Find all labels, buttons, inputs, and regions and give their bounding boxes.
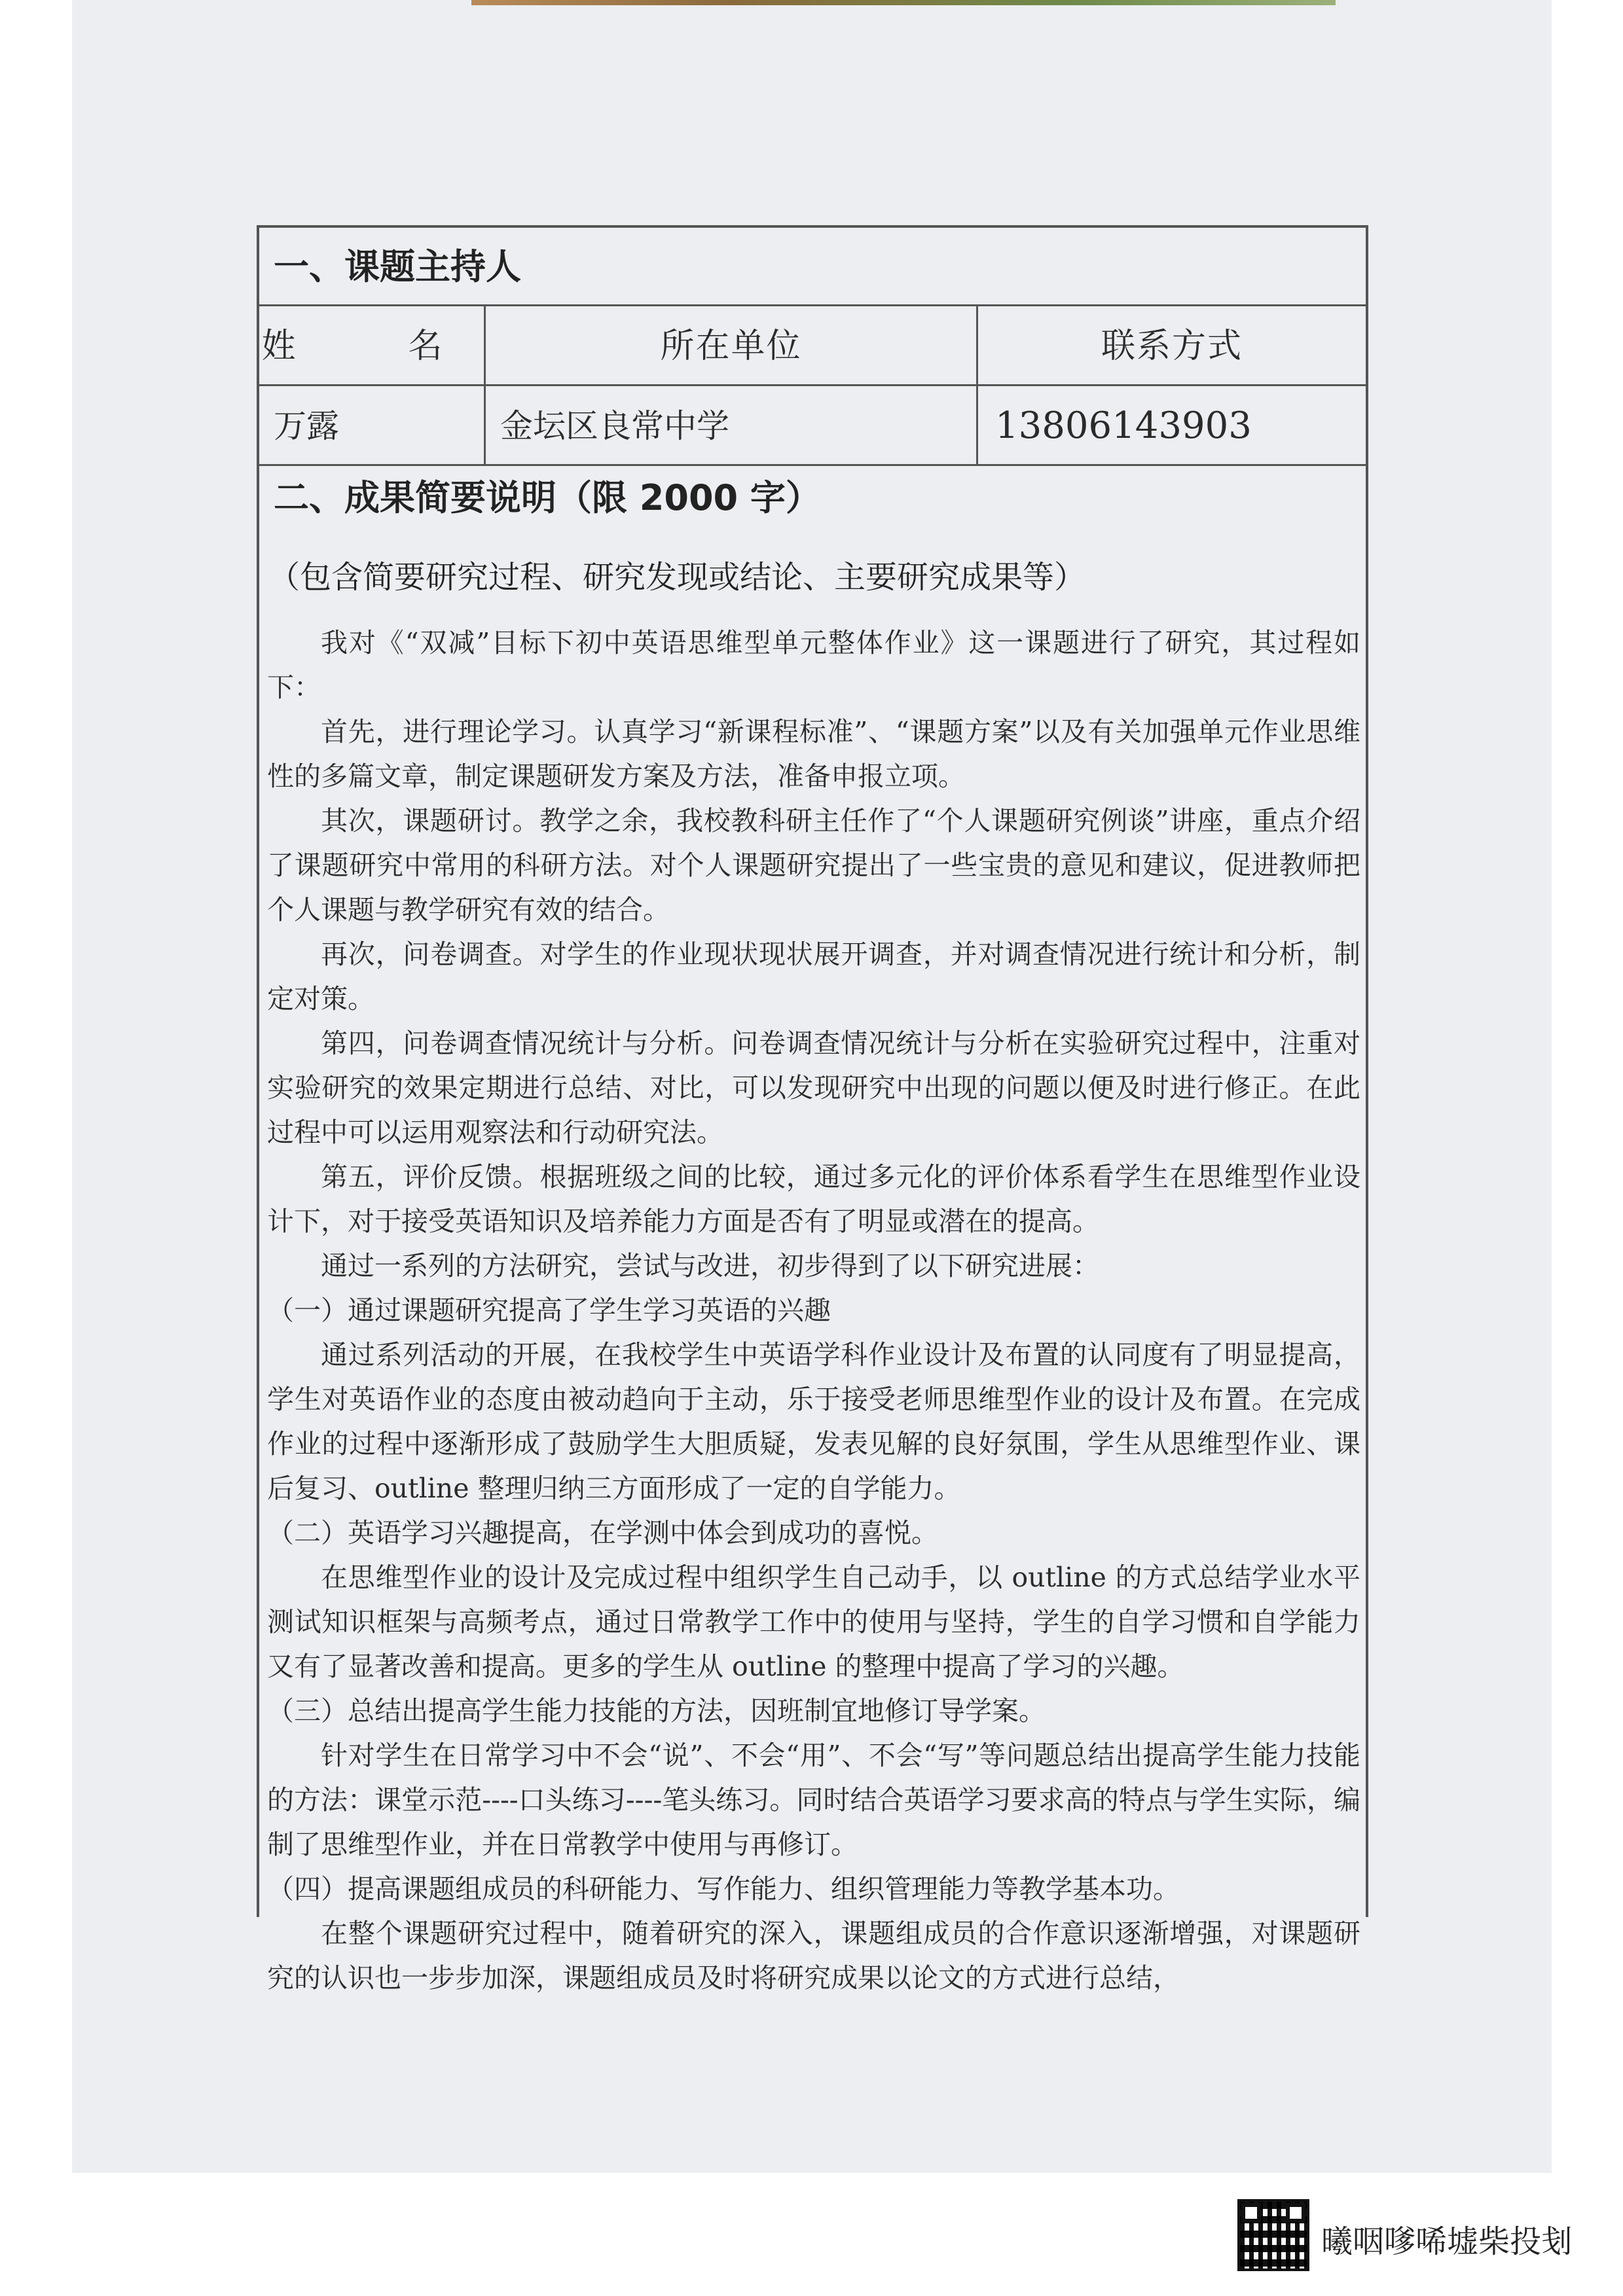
header-unit: 所在单位 (486, 306, 978, 384)
section2-subtitle: （包含简要研究过程、研究发现或结论、主要研究成果等） (268, 559, 1086, 596)
host-unit: 金坛区良常中学 (486, 386, 978, 464)
footer-text: 曦咽嗲唏墟柴投刬 (1321, 2223, 1573, 2260)
footer (1237, 2193, 1604, 2271)
body-paragraph: 通过一系列的方法研究，尝试与改进，初步得到了以下研究进展： (321, 1250, 1099, 1282)
body-paragraph: 我对《“双减”目标下初中英语思维型单元整体作业》这一课题进行了研究，其过程如下： (267, 627, 1360, 703)
body-paragraph: 针对学生在日常学习中不会“说”、不会“用”、不会“写”等问题总结出提高学生能力技能的方法：课堂示范----口头练习----笔头练习。同时结合英语学习要求高的特点与学生实际，编制了思维型作业，并在日常教学中使用与再修订。 (267, 1740, 1360, 1860)
host-contact: 13806143903 (995, 404, 1252, 447)
body-heading: （三）总结出提高学生能力技能的方法，因班制宜地修订导学案。 (267, 1695, 1046, 1727)
report-body (267, 620, 1360, 2000)
host-table-header (259, 306, 1366, 386)
body-paragraph: 通过系列活动的开展，在我校学生中英语学科作业设计及布置的认同度有了明显提高，学生对英语作业的态度由被动趋向于主动，乐于接受老师思维型作业的设计及布置。在完成作业的过程中逐渐形成了鼓励学生大胆质疑，发表见解的良好氛围，学生从思维型作业、课后复习、outline 整理归纳三方面形成了一定的自学能力。 (267, 1339, 1360, 1504)
body-heading: （四）提高课题组成员的科研能力、写作能力、组织管理能力等教学基本功。 (267, 1873, 1180, 1905)
qr-code-icon (1237, 2199, 1309, 2271)
body-heading: （二）英语学习兴趣提高，在学测中体会到成功的喜悦。 (267, 1517, 938, 1549)
photo-top-edge (471, 0, 1336, 5)
body-paragraph: 首先，进行理论学习。认真学习“新课程标准”、“课题方案”以及有关加强单元作业思维性的多篇文章，制定课题研发方案及方法，准备申报立项。 (267, 716, 1360, 792)
host-table-row (259, 386, 1366, 466)
host-name: 万露 (259, 386, 486, 464)
body-heading: （一）通过课题研究提高了学生学习英语的兴趣 (267, 1295, 831, 1326)
header-name: 姓 名 (259, 306, 486, 384)
body-paragraph: 在思维型作业的设计及完成过程中组织学生自己动手，以 outline 的方式总结学业水平测试知识框架与高频考点，通过日常教学工作中的使用与坚持，学生的自学习惯和自学能力又有了显著改善和提高。更多的学生从 outline 的整理中提高了学习的兴趣。 (267, 1562, 1360, 1682)
body-paragraph: 第四，问卷调查情况统计与分析。问卷调查情况统计与分析在实验研究过程中，注重对实验研究的效果定期进行总结、对比，可以发现研究中出现的问题以便及时进行修正。在此过程中可以运用观察法和行动研究法。 (267, 1028, 1360, 1148)
section2-title: 二、成果简要说明（限 2000 字） (274, 477, 821, 518)
body-paragraph: 第五，评价反馈。根据班级之间的比较，通过多元化的评价体系看学生在思维型作业设计下，对于接受英语知识及培养能力方面是否有了明显或潜在的提高。 (267, 1161, 1360, 1237)
body-paragraph: 其次，课题研讨。教学之余，我校教科研主任作了“个人课题研究例谈”讲座，重点介绍了课题研究中常用的科研方法。对个人课题研究提出了一些宝贵的意见和建议，促进教师把个人课题与教学研究有效的结合。 (267, 805, 1360, 925)
section1-title: 一、课题主持人 (259, 228, 1366, 306)
body-paragraph: 在整个课题研究过程中，随着研究的深入，课题组成员的合作意识逐渐增强，对课题研究的认识也一步步加深，课题组成员及时将研究成果以论文的方式进行总结， (267, 1918, 1360, 1994)
header-contact: 联系方式 (1101, 327, 1243, 366)
body-paragraph: 再次，问卷调查。对学生的作业现状现状展开调查，并对调查情况进行统计和分析，制定对策。 (267, 939, 1360, 1014)
report-form (257, 225, 1368, 1994)
